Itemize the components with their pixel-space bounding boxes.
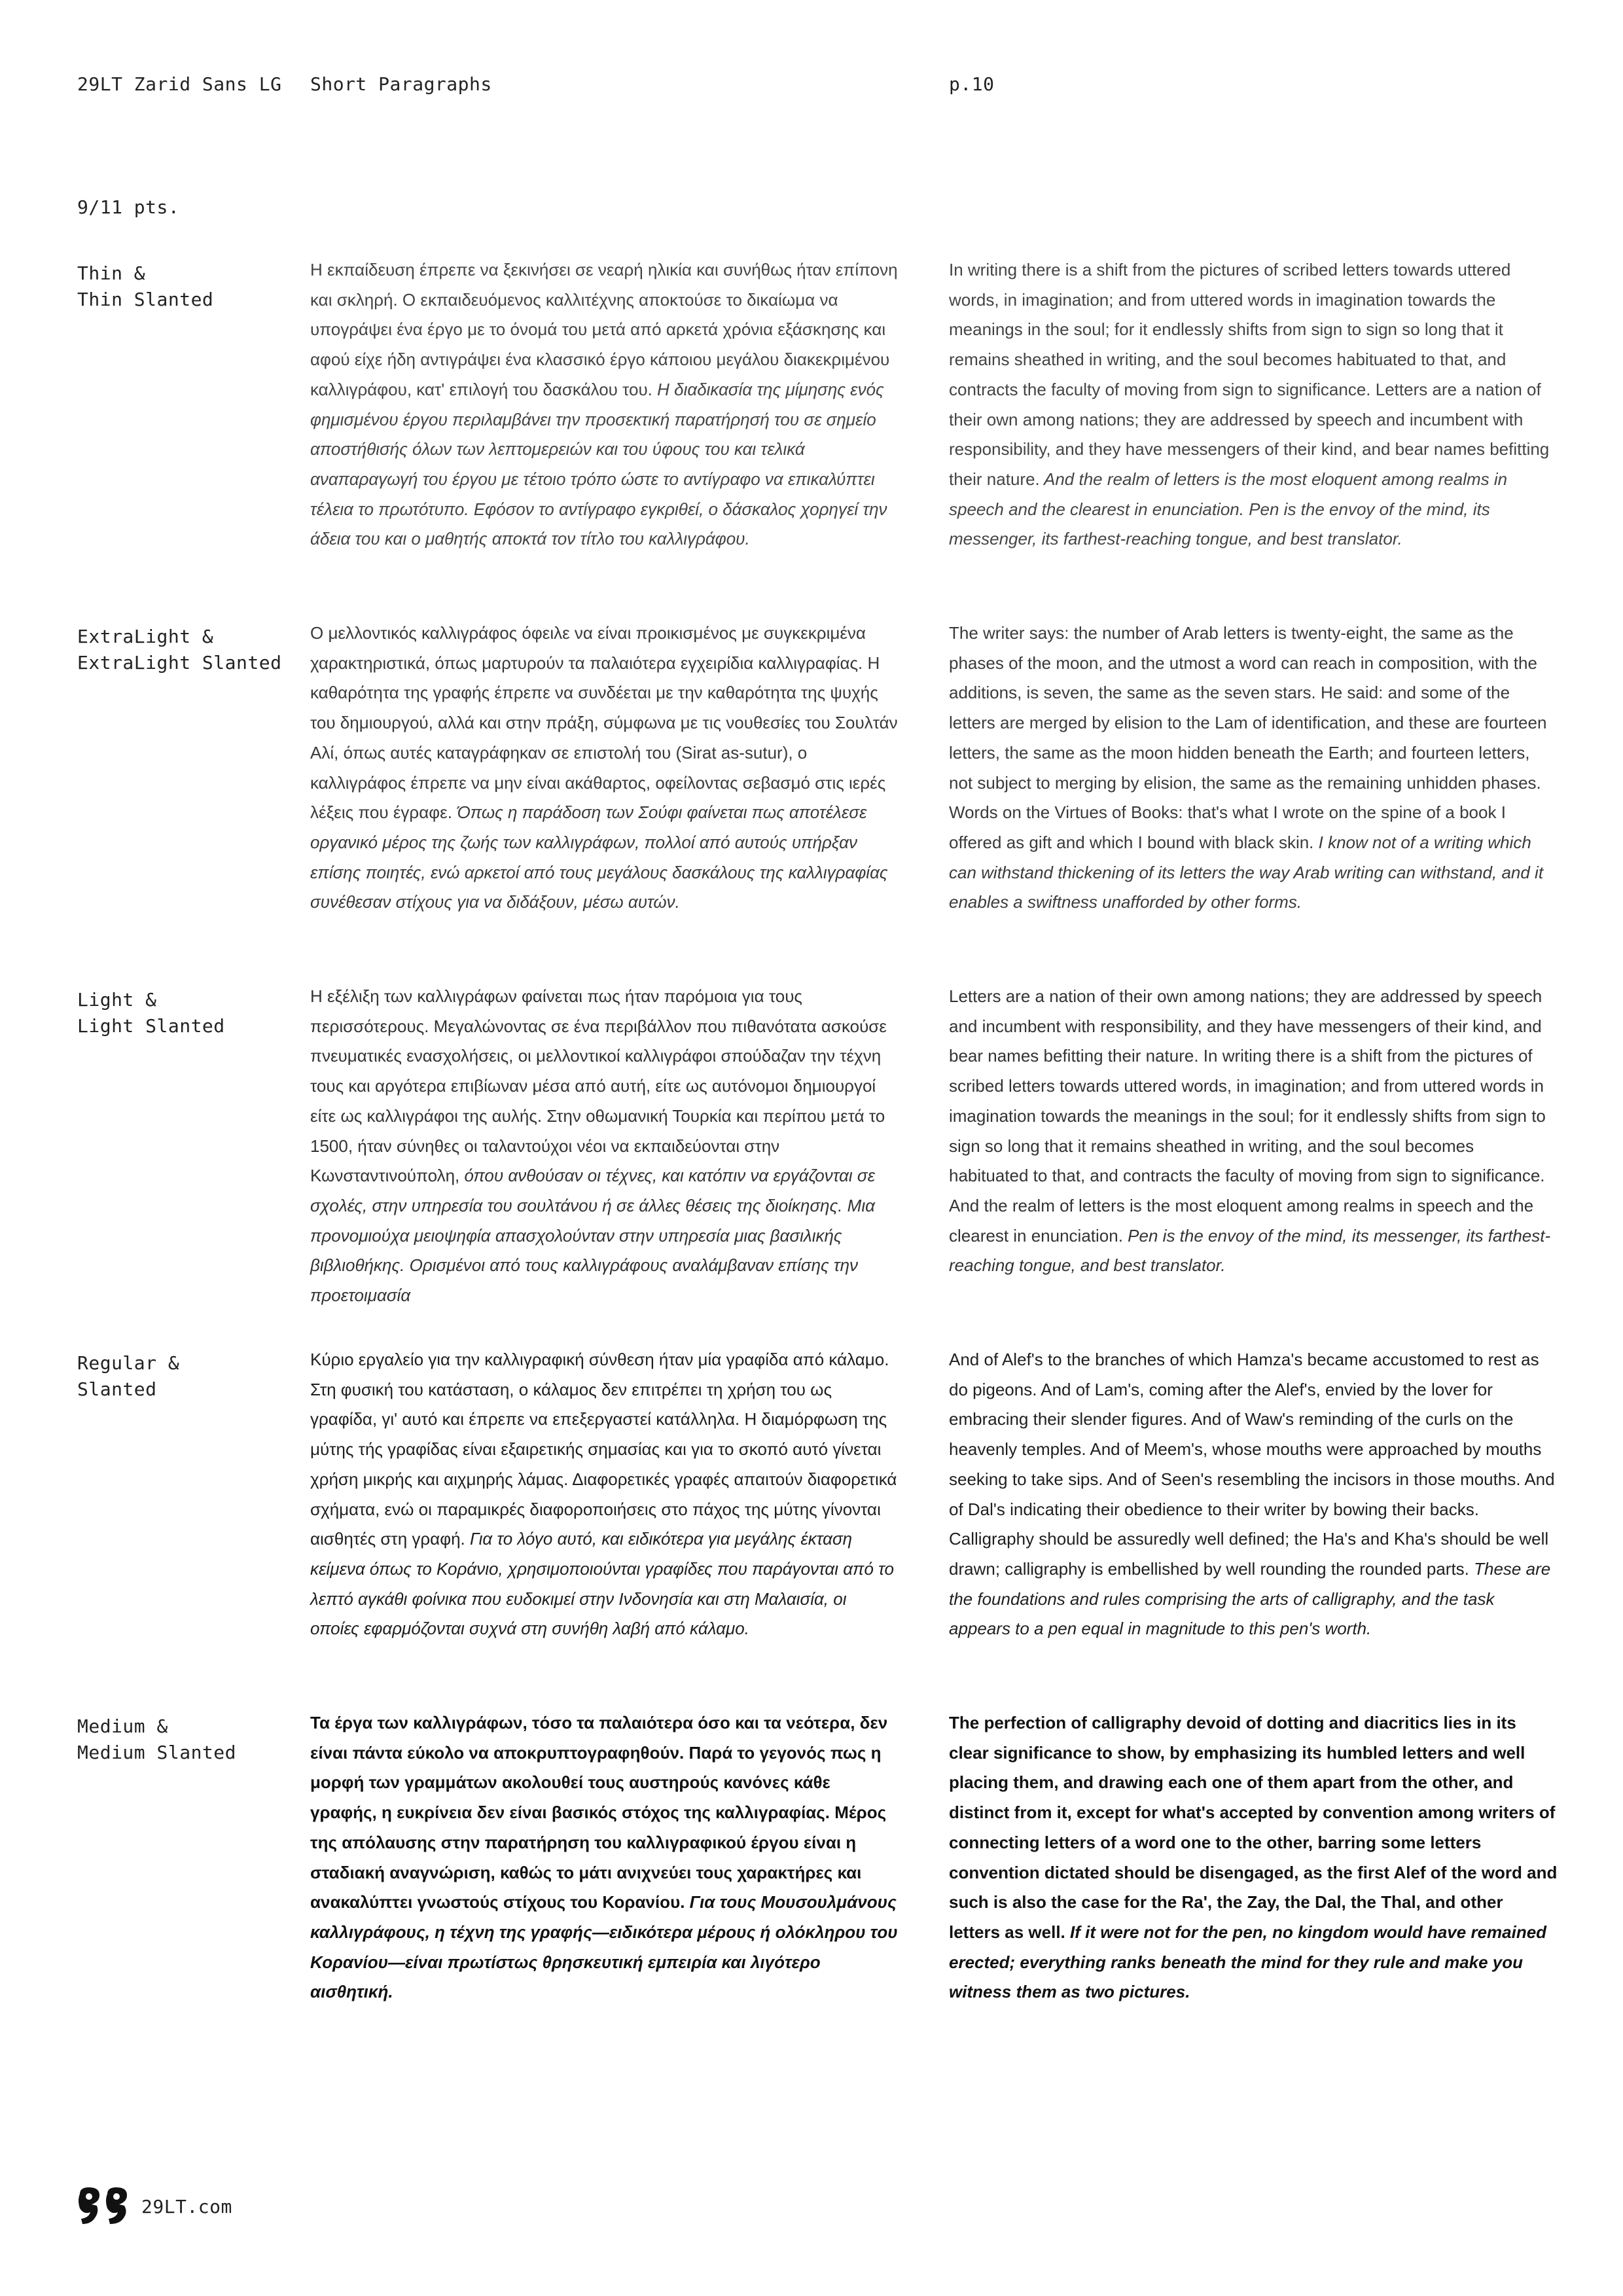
weight-label: Regular & Slanted xyxy=(77,1352,180,1400)
page-number: p.10 xyxy=(949,73,995,95)
weight-label: ExtraLight & ExtraLight Slanted xyxy=(77,626,282,673)
weight-label: Medium & Medium Slanted xyxy=(77,1715,237,1763)
english-paragraph: And of Alef's to the branches of which Hamza's became accustomed to rest as do pigeons. And of Lam's, coming after the Alef's, envied by the lover for embracing their slender figures. And of Waw's reminding of the curls on the heavenly temples. And of Meem's, whose mouths were approached by mouths seeking to take sips. And of Seen's resembling the incisors in those mouths. And of Dal's indicating their obedience to their writer by bowing their backs. Calligraphy should be assuredly well defined; the Ha's and Kha's should be well drawn; calligraphy is embellished by well rounding the rounded parts. These are the foundations and rules comprising the arts of calligraphy, and the task appears to a pen equal in magnitude to this pen's worth. xyxy=(949,1350,1555,1639)
english-paragraph: Letters are a nation of their own among nations; they are addressed by speech and incumbent with responsibility, and they have messengers of their kind, and bear names befitting their nature. In writing there is a shift from the pictures of scribed letters towards uttered words, in imagination; and from uttered words in imagination towards the meanings in the soul; for it endlessly shifts from sign to sign so long that it remains sheathed in writing, and the soul becomes habituated to that, and contracts the faculty of moving from sign to significance. And the realm of letters is the most eloquent among realms in speech and the clearest in enunciation. Pen is the envoy of the mind, its messenger, its farthest-reaching tongue, and best translator. xyxy=(949,986,1551,1276)
english-paragraph: In writing there is a shift from the pictures of scribed letters towards uttered words, in imagination; and from uttered words in imagination towards the meanings in the soul; for it endlessly shifts from sign to sign so long that it remains sheathed in writing, and the soul becomes habituated to that, and contracts the faculty of moving from sign to significance. Letters are a nation of their own among nations; they are addressed by speech and incumbent with responsibility, and they have messengers of their kind, and bear names befitting their nature. And the realm of letters is the most eloquent among realms in speech and the clearest in enunciation. Pen is the envoy of the mind, its messenger, its farthest-reaching tongue, and best translator. xyxy=(949,260,1550,549)
greek-paragraph: Η εκπαίδευση έπρεπε να ξεκινήσει σε νεαρή ηλικία και συνήθως ήταν επίπονη και σκληρή. Ο εκπαιδευόμενος καλλιτέχνης αποκτούσε το δικαίωμα να υπογράψει ένα έργο με το όνομά του μετά από αρκετά χρόνια εξάσκησης και αφού είχε ήδη αντιγράψει ένα κλασσικό έργο κάποιου μεγάλου διακεκριμένου καλλιγράφου, κατ' επιλογή του δασκάλου του. Η διαδικασία της μίμησης ενός φημισμένου έργου περιλαμβάνει την προσεκτική παρατήρησή του σε σημείο αποστήθισής όλων των λεπτομερειών και του ύφους του και τελικά αναπαραγωγή του έργου με τέτοιο τρόπο ώστε το αντίγραφο να επικαλύπτει τέλεια το πρωτότυπο. Εφόσον το αντίγραφο εγκριθεί, ο δάσκαλος χορηγεί την άδεια του και ο μαθητής αποκτά τον τίτλο του καλλιγράφου. xyxy=(310,260,898,549)
weight-label: Thin & Thin Slanted xyxy=(77,262,214,310)
english-paragraph: The writer says: the number of Arab letters is twenty-eight, the same as the phases of the moon, and the utmost a word can reach in composition, with the additions, is seven, the same as the seven stars. He said: and some of the letters are merged by elision to the Lam of identification, and these are fourteen letters, the same as the moon hidden beneath the Earth; and fourteen letters, not subject to merging by elision, the same as the remaining unhidden phases. Words on the Virtues of Books: that's what I wrote on the spine of a book I offered as gift and which I bound with black skin. I know not of a writing which can withstand thickening of its letters the way Arab writing can withstand, and it enables a swiftness unafforded by other forms. xyxy=(949,623,1547,912)
footer xyxy=(77,2186,232,2227)
section-title: Short Paragraphs xyxy=(310,73,492,95)
weight-label: Light & Light Slanted xyxy=(77,989,225,1037)
font-family-name: 29LT Zarid Sans LG xyxy=(77,73,282,95)
greek-paragraph: Ο μελλοντικός καλλιγράφος όφειλε να είναι προικισμένος με συγκεκριμένα χαρακτηριστικά, όπως μαρτυρούν τα παλαιότερα εγχειρίδια καλλιγραφίας. Η καθαρότητα της γραφής έπρεπε να συνδέεται με την καθαρότητα της ψυχής του δημιουργού, αλλά και στην πράξη, σύμφωνα με τις νουθεσίες του Σουλτάν Αλί, όπως αυτές καταγράφηκαν σε επιστολή του (Sirat as-sutur), ο καλλιγράφος έπρεπε να μην είναι ακάθαρτος, οφείλοντας σεβασμό στις ιερές λέξεις που έγραφε. Όπως η παράδοση των Σούφι φαίνεται πως αποτέλεσε οργανικό μέρος της ζωής των καλλιγράφων, πολλοί από αυτούς υπήρξαν επίσης ποιητές, ενώ αρκετοί από τους μεγάλους δασκάλους της καλλιγραφίας συνέθεσαν στίχους για να διδάξουν, μέσω αυτών. xyxy=(310,623,898,912)
point-size-label: 9/11 pts. xyxy=(77,196,180,218)
english-paragraph: The perfection of calligraphy devoid of dotting and diacritics lies in its clear significance to show, by emphasizing its humbled letters and well placing them, and drawing each one of them apart from the other, and distinct from it, except for what's accepted by convention among writers of connecting letters of a word one to the other, barring some letters convention dictated should be disengaged, as the first Alef of the word and such is also the case for the Ra', the Zay, the Dal, the Thal, and other letters as well. If it were not for the pen, no kingdom would have remained erected; everything ranks beneath the mind for they rule and make you witness them as two pictures. xyxy=(949,1713,1558,2002)
footer-url[interactable]: 29LT.com xyxy=(141,2195,232,2217)
greek-paragraph: Κύριο εργαλείο για την καλλιγραφική σύνθεση ήταν μία γραφίδα από κάλαμο. Στη φυσική του κατάσταση, ο κάλαμος δεν επιτρέπει τη χρήση του ως γραφίδα, γι' αυτό και έπρεπε να επεξεργαστεί κατάλληλα. Η διαμόρφωση της μύτης τής γραφίδας είναι εξαιρετικής σημασίας και για το σκοπό αυτό γίνεται χρήση μικρής και αιχμηρής λάμας. Διαφορετικές γραφές απαιτούν διαφορετικά σχήματα, ενώ οι παραμικρές διαφοροποιήσεις στο πάχος της μύτης γίνονται αισθητές στη γραφή. Για το λόγο αυτό, και ειδικότερα για μεγάλης έκταση κείμενα όπως το Κοράνιο, χρησιμοποιούνται γραφίδες που παράγονται από το λεπτό αγκάθι φοίνικα που ευδοκιμεί στην Ινδονησία και στη Μαλαισία, οι οποίες εφαρμόζονται συχνά στη συνήθη λαβή από κάλαμο. xyxy=(310,1350,897,1639)
greek-paragraph: Η εξέλιξη των καλλιγράφων φαίνεται πως ήταν παρόμοια για τους περισσότερους. Μεγαλώνοντας σε ένα περιβάλλον που πιθανότατα ασκούσε πνευματικές ενασχολήσεις, οι μελλοντικοί καλλιγράφοι σπούδαζαν την τέχνη τους και αργότερα επιβίωναν μέσα από αυτή, είτε ως αυτόνομοι δημιουργοί είτε ως καλλιγράφοι της αυλής. Στην οθωμανική Τουρκία και περίπου μετά το 1500, ήταν σύνηθες οι ταλαντούχοι νέοι να εκπαιδεύονται στην Κωνσταντινούπολη, όπου ανθούσαν οι τέχνες, και κατόπιν να εργάζονται σε σχολές, στην υπηρεσία του σουλτάνου ή σε άλλες θέσεις της διοίκησης. Μια προνομιούχα μειοψηφία απασχολούνταν στην υπηρεσία μιας βασιλικής βιβλιοθήκης. Ορισμένοι από τους καλλιγράφους αναλάμβαναν επίσης την προετοιμασία xyxy=(310,986,887,1306)
29lt-logo-icon xyxy=(77,2186,132,2227)
greek-paragraph: Τα έργα των καλλιγράφων, τόσο τα παλαιότερα όσο και τα νεότερα, δεν είναι πάντα εύκολο να αποκρυπτογραφηθούν. Παρά το γεγονός πως η μορφή των γραμμάτων ακολουθεί τους αυστηρούς κανόνες κάθε γραφής, η ευκρίνεια δεν είναι βασικός στόχος της καλλιγραφίας. Μέρος της απόλαυσης στην παρατήρηση του καλλιγραφικού έργου είναι η σταδιακή αναγνώριση, καθώς το μάτι ανιχνεύει τους χαρακτήρες και ανακαλύπτει γνωστούς στίχους του Κορανίου. Για τους Μουσουλμάνους καλλιγράφους, η τέχνη της γραφής—ειδικότερα μέρους ή ολόκληρου του Κορανίου—είναι πρωτίστως θρησκευτική εμπειρία και λιγότερο αισθητική. xyxy=(310,1713,898,2002)
